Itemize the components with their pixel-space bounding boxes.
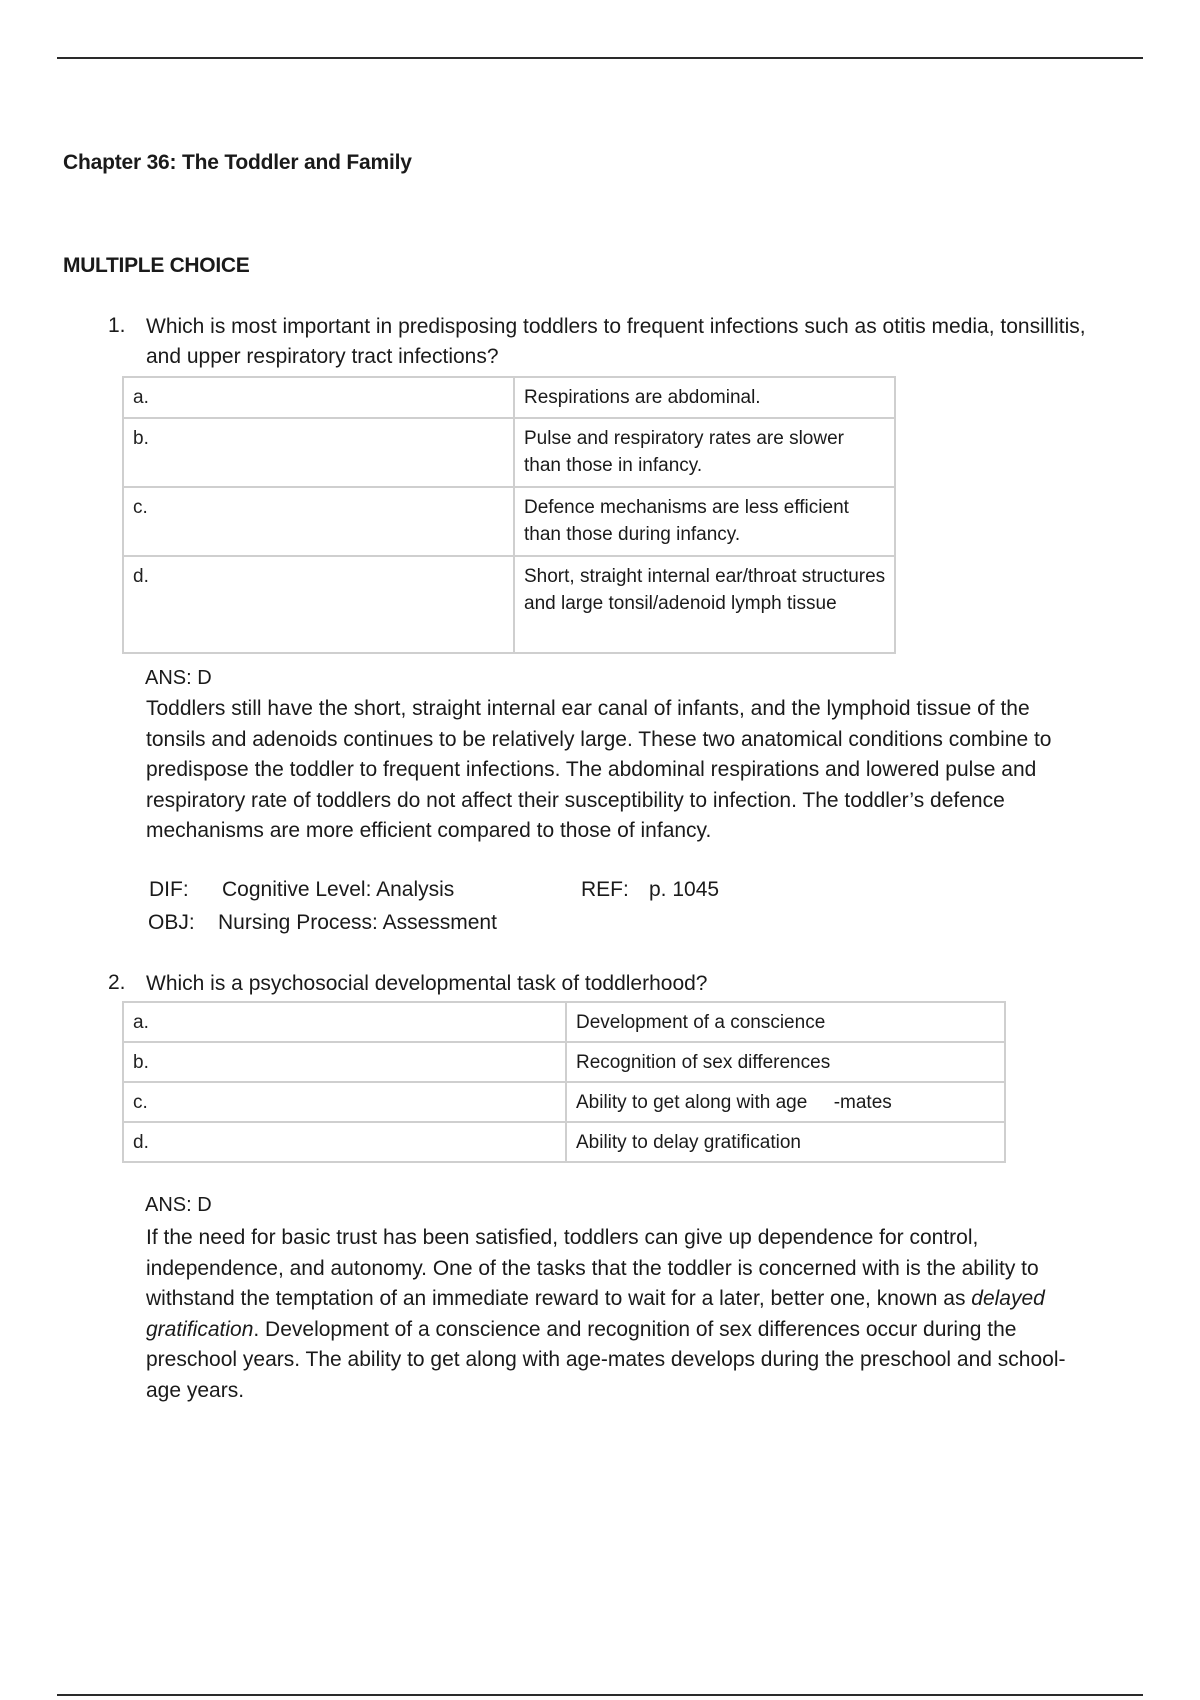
question-1-answer: ANS: D [145, 667, 212, 689]
option-row [123, 418, 895, 487]
top-rule [57, 57, 1143, 59]
option-row [123, 377, 895, 418]
option-text: Defence mechanisms are less efficient than those during infancy. [514, 487, 895, 556]
option-letter: d. [123, 556, 514, 653]
option-letter: b. [123, 1042, 566, 1082]
question-1-rationale: Toddlers still have the short, straight internal ear canal of infants, and the lymphoid tissue of the tonsils and adenoids continues to be relatively large. These two anatomical conditions combine to predispose the toddler to frequent infections. The abdominal respirations and lowered pulse and respiratory rate of toddlers do not affect their susceptibility to infection. The toddler’s defence mechanisms are more efficient compared to those of infancy. [146, 697, 1052, 842]
question-1-text: Which is most important in predisposing toddlers to frequent infections such as otitis media, tonsillitis, and upper respiratory tract infections? [146, 315, 1086, 368]
option-row [123, 487, 895, 556]
question-1-number: 1. [108, 314, 126, 337]
option-text: Short, straight internal ear/throat structures and large tonsil/adenoid lymph tissue [514, 556, 895, 653]
option-letter: a. [123, 1002, 566, 1042]
question-1-ref-value: p. 1045 [649, 878, 720, 901]
question-2-rationale [146, 1223, 1091, 1406]
rationale-emphasis: delayed gratification [146, 1287, 1045, 1341]
option-row [123, 1002, 1005, 1042]
question-1-obj-value: Nursing Process: Assessment [218, 911, 497, 934]
option-text: Ability to delay gratification [566, 1122, 1005, 1162]
option-text: Pulse and respiratory rates are slower than those in infancy. [514, 418, 895, 487]
question-1-ref-label: REF: [581, 878, 629, 901]
section-title: MULTIPLE CHOICE [63, 254, 250, 277]
chapter-title: Chapter 36: The Toddler and Family [63, 151, 412, 174]
option-letter: a. [123, 377, 514, 418]
option-text: Recognition of sex differences [566, 1042, 1005, 1082]
option-letter: b. [123, 418, 514, 487]
option-text: Ability to get along with age -mates [566, 1082, 1005, 1122]
question-1-dif-label: DIF: [149, 878, 189, 901]
option-row [123, 1042, 1005, 1082]
bottom-rule [57, 1694, 1143, 1696]
question-1-options [122, 376, 896, 654]
option-row [123, 1122, 1005, 1162]
option-letter: d. [123, 1122, 566, 1162]
option-text: Respirations are abdominal. [514, 377, 895, 418]
question-1-dif-value: Cognitive Level: Analysis [222, 878, 455, 901]
option-letter: c. [123, 1082, 566, 1122]
option-row [123, 1082, 1005, 1122]
question-2-options [122, 1001, 1006, 1163]
question-2-answer: ANS: D [145, 1194, 212, 1216]
option-text: Development of a conscience [566, 1002, 1005, 1042]
option-row [123, 556, 895, 653]
option-letter: c. [123, 487, 514, 556]
question-1-obj-label: OBJ: [148, 911, 195, 934]
question-2-text: Which is a psychosocial developmental task of toddlerhood? [146, 972, 708, 995]
question-2-number: 2. [108, 971, 126, 994]
rationale-text-end: . Development of a conscience and recognition of sex differences occur during the preschool years. The ability to get along with age-mates develops during the preschool and school-age years. [146, 1317, 1066, 1402]
rationale-text-start: If the need for basic trust has been satisfied, toddlers can give up dependence for control, independence, and autonomy. One of the tasks that the toddler is concerned with is the ability to withstand the temptation of an immediate reward to wait for a later, better one, known as [146, 1226, 1039, 1310]
